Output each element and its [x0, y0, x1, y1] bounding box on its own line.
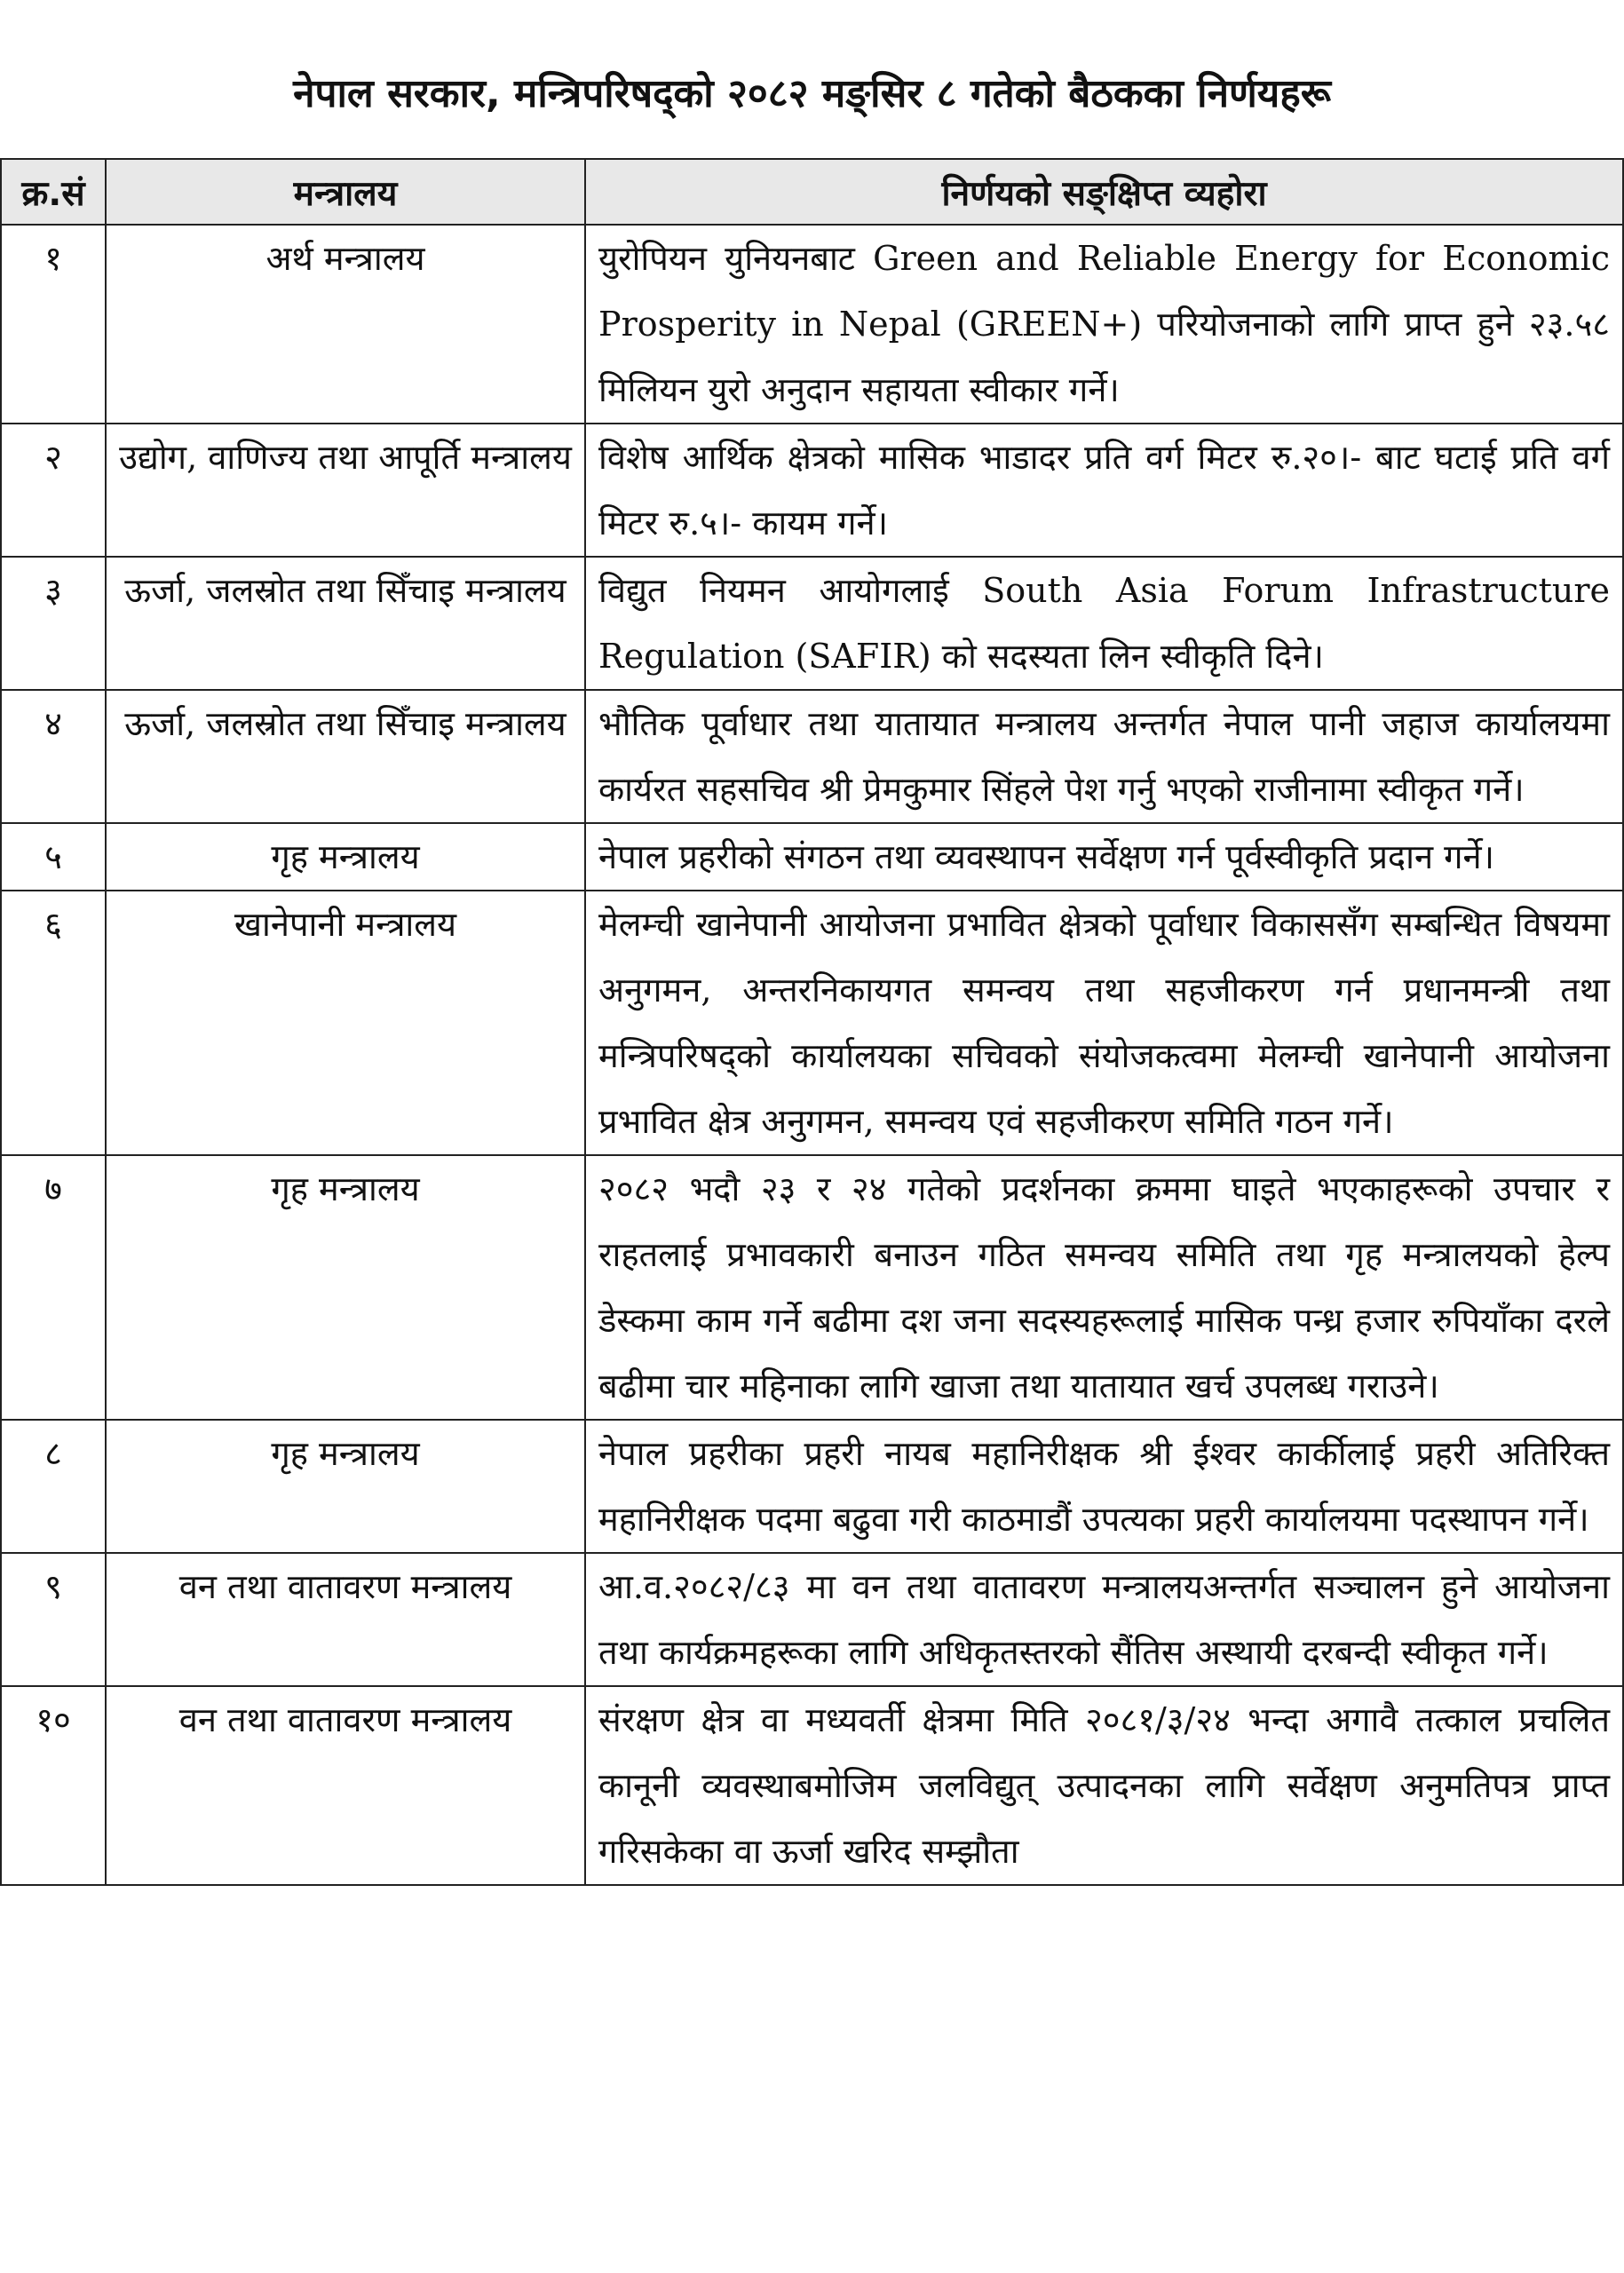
row-serial-number: १०	[1, 1686, 106, 1885]
header-serial-number: क्र.सं	[1, 159, 106, 225]
row-ministry: ऊर्जा, जलस्रोत तथा सिँचाइ मन्त्रालय	[106, 557, 585, 690]
header-ministry: मन्त्रालय	[106, 159, 585, 225]
row-ministry: अर्थ मन्त्रालय	[106, 225, 585, 424]
row-ministry: खानेपानी मन्त्रालय	[106, 891, 585, 1155]
row-ministry: गृह मन्त्रालय	[106, 823, 585, 891]
table-row	[1, 891, 1623, 1155]
table-row	[1, 557, 1623, 690]
table-row	[1, 1420, 1623, 1553]
row-decision-summary: मेलम्ची खानेपानी आयोजना प्रभावित क्षेत्रको पूर्वाधार विकाससँग सम्बन्धित विषयमा अनुगमन, अन्तरनिकायगत समन्वय तथा सहजीकरण गर्न प्रधानमन्त्री तथा मन्त्रिपरिषद्को कार्यालयका सचिवको संयोजकत्वमा मेलम्ची खानेपानी आयोजना प्रभावित क्षेत्र अनुगमन, समन्वय एवं सहजीकरण समिति गठन गर्ने।	[585, 891, 1623, 1155]
page-title: नेपाल सरकार, मन्त्रिपरिषद्को २०८२ मङ्सिर ८ गतेको बैठकका निर्णयहरू	[293, 71, 1331, 116]
row-ministry: वन तथा वातावरण मन्त्रालय	[106, 1686, 585, 1885]
row-decision-summary: २०८२ भदौ २३ र २४ गतेको प्रदर्शनका क्रममा घाइते भएकाहरूको उपचार र राहतलाई प्रभावकारी बनाउन गठित समन्वय समिति तथा गृह मन्त्रालयको हेल्प डेस्कमा काम गर्ने बढीमा दश जना सदस्यहरूलाई मासिक पन्ध्र हजार रुपियाँका दरले बढीमा चार महिनाका लागि खाजा तथा यातायात खर्च उपलब्ध गराउने।	[585, 1155, 1623, 1420]
row-ministry: उद्योग, वाणिज्य तथा आपूर्ति मन्त्रालय	[106, 424, 585, 557]
header-decision-summary: निर्णयको सङ्क्षिप्त व्यहोरा	[585, 159, 1623, 225]
decisions-table	[0, 158, 1624, 1886]
row-decision-summary: विशेष आर्थिक क्षेत्रको मासिक भाडादर प्रति वर्ग मिटर रु.२०।- बाट घटाई प्रति वर्ग मिटर रु.५।- कायम गर्ने।	[585, 424, 1623, 557]
row-serial-number: २	[1, 424, 106, 557]
row-serial-number: ४	[1, 690, 106, 823]
row-decision-summary: विद्युत नियमन आयोगलाई South Asia Forum Infrastructure Regulation (SAFIR) को सदस्यता लिन स्वीकृति दिने।	[585, 557, 1623, 690]
table-row	[1, 424, 1623, 557]
row-decision-summary: आ.व.२०८२/८३ मा वन तथा वातावरण मन्त्रालयअन्तर्गत सञ्चालन हुने आयोजना तथा कार्यक्रमहरूका लागि अधिकृतस्तरको सैंतिस अस्थायी दरबन्दी स्वीकृत गर्ने।	[585, 1553, 1623, 1686]
table-row	[1, 1686, 1623, 1885]
table-row	[1, 225, 1623, 424]
row-ministry: गृह मन्त्रालय	[106, 1420, 585, 1553]
table-header-row	[1, 159, 1623, 225]
table-row	[1, 823, 1623, 891]
row-serial-number: ३	[1, 557, 106, 690]
table-row	[1, 690, 1623, 823]
row-ministry: ऊर्जा, जलस्रोत तथा सिँचाइ मन्त्रालय	[106, 690, 585, 823]
row-serial-number: ८	[1, 1420, 106, 1553]
row-decision-summary: संरक्षण क्षेत्र वा मध्यवर्ती क्षेत्रमा मिति २०८१/३/२४ भन्दा अगावै तत्काल प्रचलित कानूनी व्यवस्थाबमोजिम जलविद्युत् उत्पादनका लागि सर्वेक्षण अनुमतिपत्र प्राप्त गरिसकेका वा ऊर्जा खरिद सम्झौता	[585, 1686, 1623, 1885]
table-row	[1, 1553, 1623, 1686]
row-serial-number: ९	[1, 1553, 106, 1686]
row-decision-summary: भौतिक पूर्वाधार तथा यातायात मन्त्रालय अन्तर्गत नेपाल पानी जहाज कार्यालयमा कार्यरत सहसचिव श्री प्रेमकुमार सिंहले पेश गर्नु भएको राजीनामा स्वीकृत गर्ने।	[585, 690, 1623, 823]
row-serial-number: ६	[1, 891, 106, 1155]
table-row	[1, 1155, 1623, 1420]
row-serial-number: ७	[1, 1155, 106, 1420]
row-serial-number: १	[1, 225, 106, 424]
row-serial-number: ५	[1, 823, 106, 891]
row-decision-summary: युरोपियन युनियनबाट Green and Reliable Energy for Economic Prosperity in Nepal (GREEN+) परियोजनाको लागि प्राप्त हुने २३.५८ मिलियन युरो अनुदान सहायता स्वीकार गर्ने।	[585, 225, 1623, 424]
row-decision-summary: नेपाल प्रहरीको संगठन तथा व्यवस्थापन सर्वेक्षण गर्न पूर्वस्वीकृति प्रदान गर्ने।	[585, 823, 1623, 891]
row-ministry: गृह मन्त्रालय	[106, 1155, 585, 1420]
row-ministry: वन तथा वातावरण मन्त्रालय	[106, 1553, 585, 1686]
row-decision-summary: नेपाल प्रहरीका प्रहरी नायब महानिरीक्षक श्री ईश्वर कार्कीलाई प्रहरी अतिरिक्त महानिरीक्षक पदमा बढुवा गरी काठमाडौं उपत्यका प्रहरी कार्यालयमा पदस्थापन गर्ने।	[585, 1420, 1623, 1553]
